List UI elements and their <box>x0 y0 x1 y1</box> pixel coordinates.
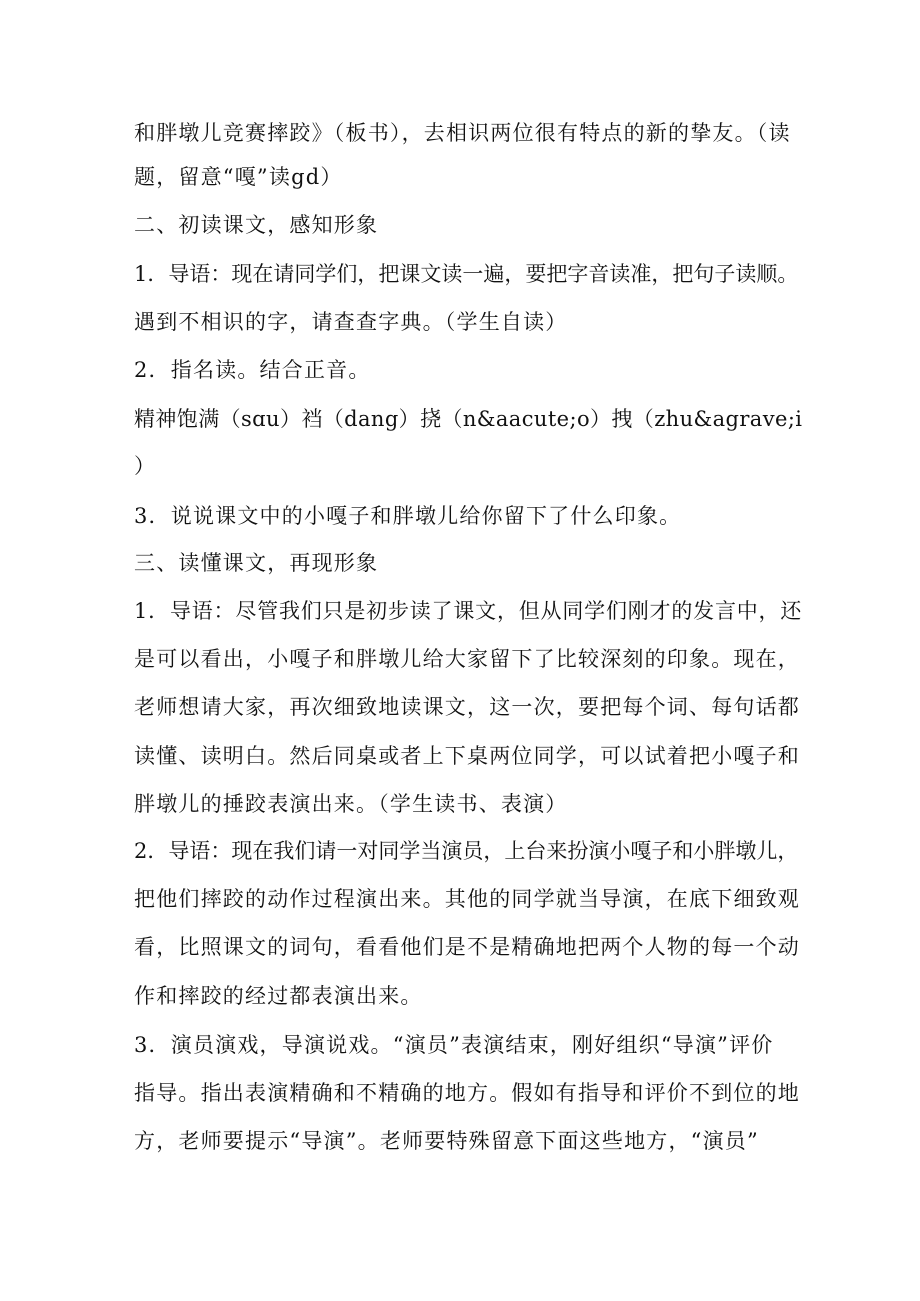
text-line: 精神饱满（sɑu）裆（dang）挠（n&aacute;o）拽（zhu&agrave;i <box>134 407 803 431</box>
text-line: 3．说说课文中的小嘎子和胖墩儿给你留下了什么印象。 <box>134 504 682 528</box>
text-line: 2．指名读。结合正音。 <box>134 358 371 382</box>
section-heading: 二、初读课文，感知形象 <box>134 213 379 237</box>
text-line: 读懂、读明白。然后同桌或者上下桌两位同学，可以试着把小嘎子和 <box>134 744 800 768</box>
text-line: 2．导语：现在我们请一对同学当演员，上台来扮演小嘎子和小胖墩儿， <box>134 839 799 863</box>
text-line: 作和摔跤的经过都表演出来。 <box>134 984 423 1008</box>
text-line: 遇到不相识的字，请查查字典。（学生自读） <box>134 310 568 334</box>
section-heading: 三、读懂课文，再现形象 <box>134 551 379 575</box>
text-line: 3．演员演戏，导演说戏。“演员”表演结束，刚好组织“导演”评价 <box>134 1033 774 1057</box>
text-line: 胖墩儿的捶跤表演出来。（学生读书、表演） <box>134 792 568 816</box>
text-line: 指导。指出表演精确和不精确的地方。假如有指导和评价不到位的地 <box>134 1081 800 1105</box>
text-line: 是可以看出，小嘎子和胖墩儿给大家留下了比较深刻的印象。现在， <box>134 647 800 671</box>
text-line: ） <box>134 454 157 478</box>
text-line: 1．导语：现在请同学们，把课文读一遍，要把字音读准，把句子读顺。 <box>134 262 799 286</box>
text-line: 把他们摔跤的动作过程演出来。其他的同学就当导演，在底下细致观 <box>134 887 800 911</box>
text-line: 看，比照课文的词句，看看他们是不是精确地把两个人物的每一个动 <box>134 935 800 959</box>
text-line: 和胖墩儿竞赛摔跤》（板书），去相识两位很有特点的新的挚友。（读 <box>134 121 791 145</box>
text-line: 方，老师要提示“导演”。老师要特殊留意下面这些地方，“演员” <box>134 1129 759 1153</box>
text-line: 1．导语：尽管我们只是初步读了课文，但从同学们刚才的发言中，还 <box>134 599 803 623</box>
text-line: 老师想请大家，再次细致地读课文，这一次，要把每个词、每句话都 <box>134 695 800 719</box>
text-line: 题，留意“嘎”读gd） <box>134 165 343 189</box>
